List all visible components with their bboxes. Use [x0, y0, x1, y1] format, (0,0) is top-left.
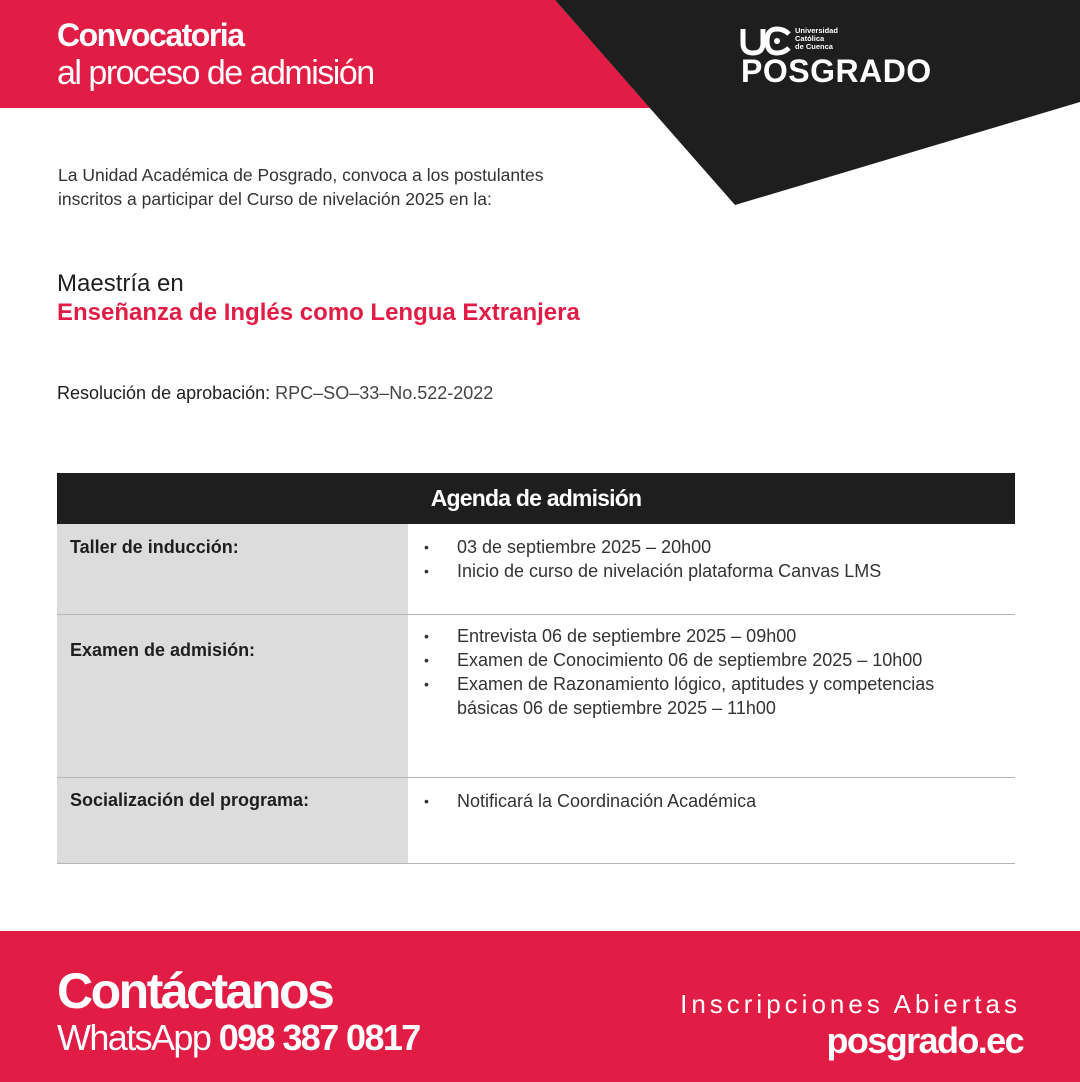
agenda-row-items	[408, 615, 1015, 777]
agenda-item: • Entrevista 06 de septiembre 2025 – 09h00	[424, 624, 1015, 648]
website-link[interactable]: posgrado.ec	[826, 1020, 1023, 1061]
posgrado-logo	[740, 26, 950, 88]
agenda-row-label: Socialización del programa:	[57, 778, 408, 863]
resolution	[57, 383, 493, 404]
program-name: Enseñanza de Inglés como Lengua Extranjera	[57, 299, 580, 326]
uc-logo-icon	[740, 26, 792, 56]
footer	[0, 931, 1080, 1082]
agenda-table	[57, 473, 1015, 864]
whatsapp-label: WhatsApp	[57, 1017, 211, 1058]
header-title-bold: Convocatoria	[57, 17, 244, 53]
agenda-row	[57, 778, 1015, 864]
agenda-item: • Inicio de curso de nivelación plataforma Canvas LMS	[424, 559, 1015, 583]
resolution-value: RPC–SO–33–No.522-2022	[275, 383, 494, 403]
agenda-row	[57, 524, 1015, 615]
contact-title: Contáctanos	[57, 963, 333, 1019]
resolution-label: Resolución de aprobación:	[57, 383, 271, 403]
agenda-row-items	[408, 778, 1015, 863]
agenda-item: • Examen de Razonamiento lógico, aptitudes y competencias básicas 06 de septiembre 2025 – 11h00	[424, 672, 984, 720]
agenda-row	[57, 615, 1015, 778]
whatsapp-contact[interactable]	[57, 1017, 420, 1059]
agenda-row-label: Examen de admisión:	[57, 615, 408, 777]
agenda-row-label: Taller de inducción:	[57, 524, 408, 614]
enrollment-text: Inscripciones Abiertas	[680, 989, 1021, 1019]
agenda-item: • Notificará la Coordinación Académica	[424, 789, 1015, 813]
agenda-item: • Examen de Conocimiento 06 de septiembre 2025 – 10h00	[424, 648, 1015, 672]
agenda-item: • 03 de septiembre 2025 – 20h00	[424, 535, 1015, 559]
intro-text: La Unidad Académica de Posgrado, convoca a los postulantes inscritos a participar del Curso de nivelación 2025 en la:	[58, 165, 544, 209]
logo-brand: POSGRADO	[741, 53, 932, 89]
whatsapp-number[interactable]: 098 387 0817	[218, 1017, 420, 1058]
agenda-row-items	[408, 524, 1015, 614]
header-title	[57, 16, 374, 92]
program-prefix: Maestría en	[57, 270, 184, 297]
header-title-light: al proceso de admisión	[57, 54, 374, 92]
agenda-title: Agenda de admisión	[57, 473, 1015, 524]
logo-university-name: Universidad Católica de Cuenca	[795, 26, 838, 51]
